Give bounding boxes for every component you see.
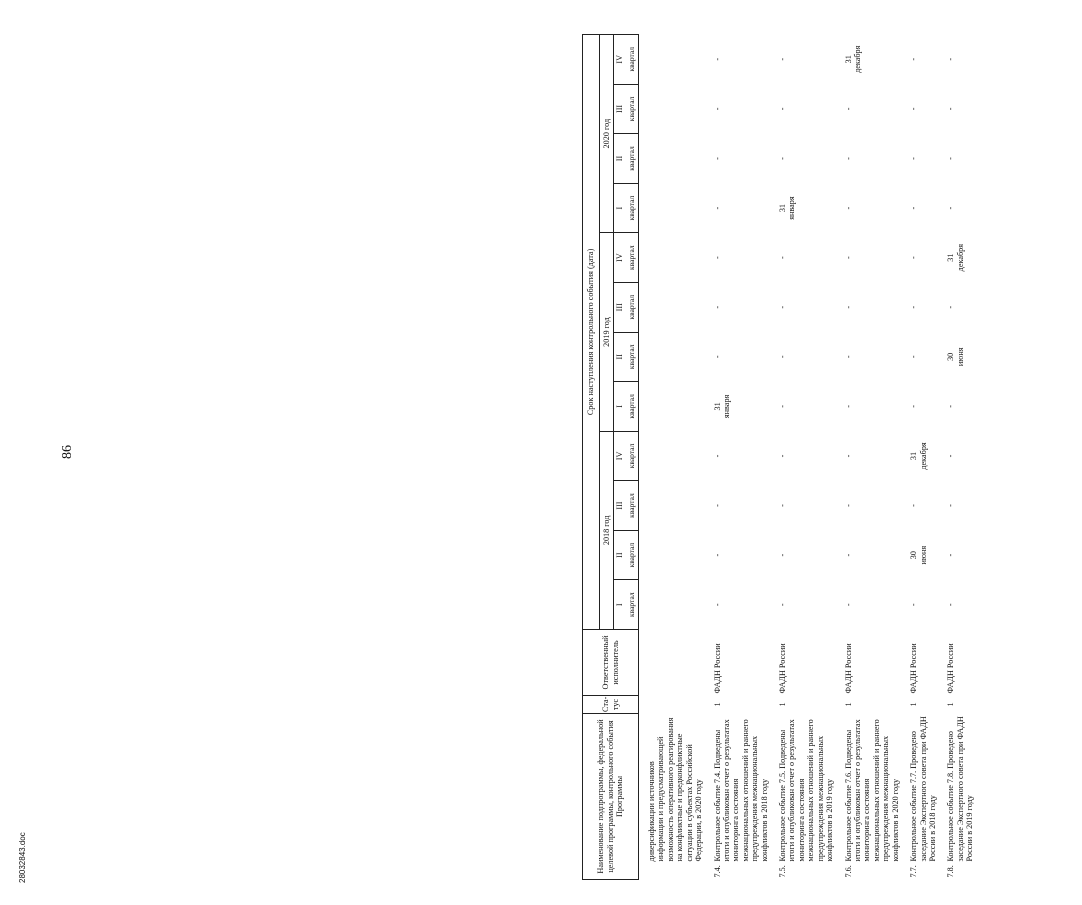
deadline-cell: - — [909, 405, 919, 408]
header-quarter-number: IV — [614, 431, 627, 481]
row-status: 1 — [946, 702, 956, 707]
deadline-cell — [639, 84, 710, 134]
table-header — [583, 34, 639, 879]
footer-filename: 28032843.doc — [18, 832, 27, 883]
deadline-cell — [639, 332, 710, 382]
row-status: 1 — [909, 702, 919, 707]
header-year-2018: 2018 год — [600, 431, 614, 629]
row-number: 7.7. — [909, 865, 919, 878]
header-deadline: Срок наступления контрольного события (дата) — [583, 34, 600, 629]
header-quarter-number: III — [614, 84, 627, 134]
header-quarter-number: II — [614, 530, 627, 580]
deadline-cell: - — [843, 256, 853, 260]
deadline-cell: - — [712, 206, 722, 210]
deadline-day: 31 — [843, 55, 853, 64]
row-event-name: Контрольное событие 7.6. Подведены итоги и опубликован отчет о результатах мониторинга состояния межнациональных отношений и раннего предупреждения межнациональных конфликтов в 2020 году — [843, 719, 900, 862]
deadline-cell: - — [778, 57, 788, 61]
deadline-cell — [906, 530, 943, 580]
deadline-cell: - — [778, 504, 788, 507]
row-responsible: ФАДН России — [843, 643, 853, 694]
table-row — [710, 34, 776, 879]
row-responsible: ФАДН России — [909, 643, 919, 694]
header-name-column: Наименование подпрограммы, федеральной целевой программы, контрольного события Программы — [583, 713, 639, 879]
row-responsible: ФАДН России — [778, 643, 788, 694]
deadline-cell — [639, 183, 710, 233]
row-event-name: Контрольное событие 7.7. Проведено заседание Экспертного совета при ФАДН России в 2018 году — [909, 716, 937, 862]
deadline-cell: - — [909, 206, 919, 210]
deadline-cell: - — [712, 454, 722, 458]
deadline-cell: - — [946, 57, 956, 61]
header-quarter-label: квартал — [626, 134, 639, 184]
deadline-cell — [906, 431, 943, 481]
header-quarter-number: III — [614, 481, 627, 531]
deadline-cell: - — [946, 157, 956, 160]
deadline-cell — [943, 233, 980, 283]
deadline-cell: - — [778, 256, 788, 260]
deadline-cell: - — [778, 107, 788, 111]
table-body — [639, 34, 981, 879]
deadline-cell — [639, 481, 710, 531]
header-quarter-label: квартал — [626, 530, 639, 580]
header-quarter-number: IV — [614, 34, 627, 84]
deadline-cell: - — [946, 603, 956, 607]
deadline-cell: - — [778, 157, 788, 160]
row-status: 1 — [712, 702, 722, 707]
deadline-cell: - — [712, 603, 722, 607]
header-quarter-number: I — [614, 382, 627, 432]
deadline-cell — [639, 282, 710, 332]
deadline-cell: - — [778, 454, 788, 458]
deadline-cell: - — [712, 157, 722, 160]
deadline-month: декабря — [918, 442, 928, 470]
row-responsible: ФАДН России — [946, 643, 956, 694]
deadline-cell — [639, 233, 710, 283]
deadline-cell: - — [909, 157, 919, 160]
row-number: 7.4. — [712, 865, 722, 878]
header-quarter-number: III — [614, 282, 627, 332]
deadline-cell: - — [712, 305, 722, 309]
deadline-cell: - — [946, 206, 956, 210]
table-row — [639, 34, 710, 879]
deadline-cell: - — [778, 405, 788, 408]
header-quarter-label: квартал — [626, 431, 639, 481]
table-row — [841, 34, 907, 879]
deadline-cell: - — [843, 355, 853, 359]
header-quarter-number: I — [614, 183, 627, 233]
deadline-cell: - — [909, 504, 919, 507]
deadline-cell: - — [946, 553, 956, 557]
row-number — [639, 864, 710, 880]
deadline-month: июня — [918, 545, 928, 565]
deadline-day: 31 — [778, 203, 788, 213]
deadline-cell: - — [778, 305, 788, 309]
header-quarter-label: квартал — [626, 183, 639, 233]
deadline-cell — [639, 580, 710, 630]
deadline-cell: - — [909, 603, 919, 607]
table-row — [775, 34, 841, 879]
deadline-cell — [710, 382, 776, 432]
deadline-cell: - — [946, 405, 956, 408]
deadline-cell — [639, 382, 710, 432]
deadline-day: 31 — [946, 253, 956, 262]
deadline-cell: - — [909, 107, 919, 111]
row-status: 1 — [778, 702, 788, 707]
deadline-cell: - — [843, 206, 853, 210]
deadline-day: 30 — [946, 352, 956, 361]
header-quarter-label: квартал — [626, 282, 639, 332]
header-quarter-label: квартал — [626, 84, 639, 134]
deadline-cell: - — [712, 553, 722, 557]
deadline-cell — [943, 332, 980, 382]
row-number: 7.8. — [946, 865, 956, 878]
row-status — [639, 695, 710, 713]
row-number: 7.5. — [778, 865, 788, 878]
deadline-cell: - — [909, 57, 919, 61]
deadline-cell — [841, 34, 907, 84]
document-sheet — [582, 35, 1082, 880]
deadline-cell — [639, 431, 710, 481]
header-quarter-label: квартал — [626, 34, 639, 84]
deadline-cell — [639, 34, 710, 84]
deadline-day: 31 — [909, 451, 919, 461]
deadline-cell: - — [946, 305, 956, 309]
table-row — [943, 34, 980, 879]
deadline-cell — [775, 183, 841, 233]
page-number: 86 — [60, 445, 75, 459]
row-number: 7.6. — [843, 865, 853, 878]
deadline-cell: - — [778, 553, 788, 557]
deadline-cell: - — [712, 57, 722, 61]
header-quarter-label: квартал — [626, 233, 639, 283]
header-year-2019: 2019 год — [600, 233, 614, 431]
header-quarter-number: II — [614, 134, 627, 184]
deadline-month: декабря — [853, 45, 863, 73]
row-event-name: диверсификации источников информации и предусматривающей возможность оперативного реагирования на конфликтные и предконфликтные ситуации в субъектах Российской Федерации, в 2020 году — [647, 717, 704, 862]
deadline-cell: - — [778, 355, 788, 359]
deadline-cell: - — [909, 305, 919, 309]
deadline-cell: - — [843, 454, 853, 458]
deadline-cell: - — [843, 603, 853, 607]
deadline-cell: - — [712, 504, 722, 507]
deadline-cell: - — [909, 256, 919, 260]
deadline-cell: - — [843, 504, 853, 507]
deadline-cell: - — [909, 355, 919, 359]
header-quarter-label: квартал — [626, 481, 639, 531]
deadline-month: июня — [955, 347, 965, 367]
deadline-month: января — [721, 394, 731, 419]
row-event-name: Контрольное событие 7.8. Проведено заседание Экспертного совета при ФАДН России в 2019 году — [946, 716, 975, 862]
deadline-cell: - — [712, 355, 722, 359]
deadline-cell: - — [946, 107, 956, 111]
deadline-day: 31 — [712, 402, 722, 411]
deadline-cell — [639, 530, 710, 580]
deadline-cell: - — [843, 107, 853, 111]
deadline-cell: - — [778, 603, 788, 607]
header-quarter-label: квартал — [626, 332, 639, 382]
row-event-name: Контрольное событие 7.4. Подведены итоги и опубликован отчет о результатах мониторинга состояния межнациональных отношений и раннего предупреждения межнациональных конфликтов в 2018 году — [712, 719, 769, 862]
deadline-month: января — [787, 196, 797, 220]
deadline-cell: - — [712, 107, 722, 111]
row-event-name: Контрольное событие 7.5. Подведены итоги и опубликован отчет о результатах мониторинга состояния межнациональных отношений и раннего предупреждения межнациональных конфликтов в 2019 году — [778, 719, 835, 862]
row-status: 1 — [843, 702, 853, 707]
deadline-month: декабря — [955, 243, 965, 272]
header-quarter-label: квартал — [626, 580, 639, 630]
header-quarter-label: квартал — [626, 382, 639, 432]
deadline-cell: - — [843, 305, 853, 309]
control-events-table — [582, 34, 981, 880]
table-row — [906, 34, 943, 879]
deadline-cell: - — [946, 454, 956, 458]
deadline-cell: - — [843, 553, 853, 557]
row-responsible: ФАДН России — [712, 643, 722, 694]
header-quarter-number: II — [614, 332, 627, 382]
header-quarter-number: IV — [614, 233, 627, 283]
deadline-cell — [639, 134, 710, 184]
header-responsible-column: Ответственный исполнитель — [583, 629, 639, 695]
deadline-day: 30 — [909, 551, 919, 560]
row-responsible — [639, 629, 710, 695]
header-year-2020: 2020 год — [600, 34, 614, 232]
deadline-cell: - — [843, 405, 853, 408]
header-status-column: Ста-тус — [583, 695, 639, 713]
deadline-cell: - — [946, 504, 956, 507]
deadline-cell: - — [843, 157, 853, 160]
deadline-cell: - — [712, 256, 722, 260]
header-quarter-number: I — [614, 580, 627, 630]
